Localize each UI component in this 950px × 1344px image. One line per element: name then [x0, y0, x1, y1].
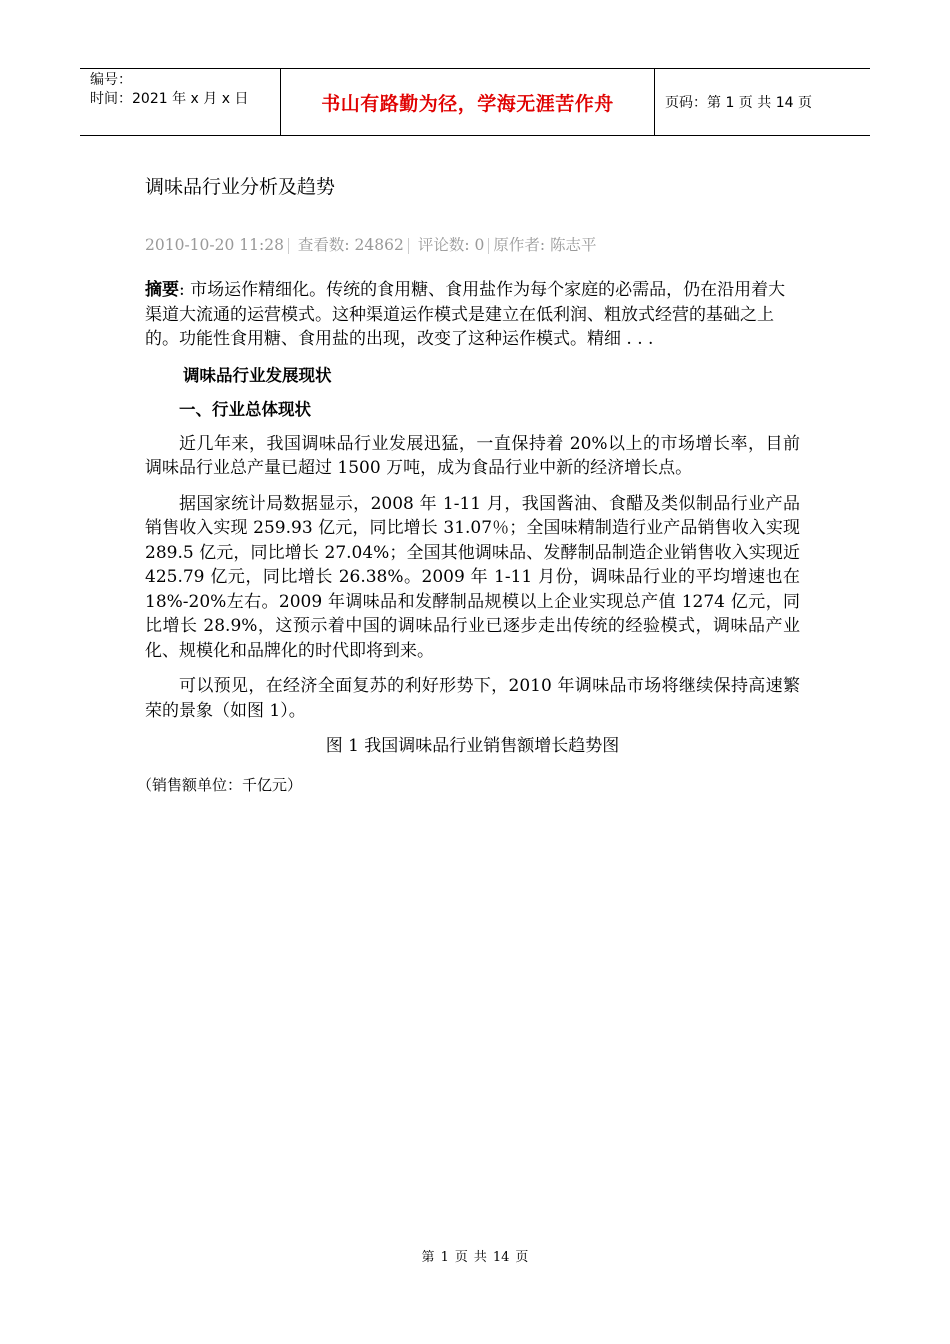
paragraph: 可以预见，在经济全面复苏的利好形势下，2010 年调味品市场将继续保持高速繁荣的景象（如图 1）。 — [145, 676, 800, 721]
figure-caption: 图 1 我国调味品行业销售额增长趋势图 — [325, 736, 620, 756]
time-label: 时间：2021 年 x 月 x 日 — [90, 91, 249, 107]
footer-text: 页 — [515, 1250, 529, 1265]
header-left-cell — [80, 69, 280, 135]
footer-page-number: 1 — [440, 1250, 449, 1265]
abstract — [145, 278, 800, 352]
code-label: 编号： — [90, 72, 132, 88]
article-body — [137, 278, 800, 797]
sub-heading: 一、行业总体现状 — [179, 400, 311, 419]
abstract-text: : 市场运作精细化。传统的食用糖、食用盐作为每个家庭的必需品，仍在沿用着大渠道大流通的运营模式。这种渠道运作模式是建立在低利润、粗放式经营的基础之上的。功能性食用糖、食用盐的出现，改变了这种运作模式。精细 . . . — [145, 280, 786, 349]
meta-separator — [288, 238, 289, 254]
meta-author: 原作者: 陈志平 — [493, 236, 597, 254]
unit-note: （销售额单位：千亿元） — [137, 775, 303, 794]
meta-datetime: 2010-10-20 11:28 — [145, 236, 284, 254]
meta-separator — [408, 238, 409, 254]
motto: 书山有路勤为径，学海无涯苦作舟 — [321, 92, 614, 115]
paragraph: 近几年来，我国调味品行业发展迅猛，一直保持着 20%以上的市场增长率，目前调味品行业总产量已超过 1500 万吨，成为食品行业中新的经济增长点。 — [145, 433, 800, 478]
meta-views: 查看数: 24862 — [297, 236, 404, 254]
meta-comments: 评论数: 0 — [417, 236, 485, 254]
abstract-label: 摘要 — [145, 280, 179, 300]
meta-separator — [488, 238, 489, 254]
article-title: 调味品行业分析及趋势 — [145, 176, 336, 198]
footer-total-pages: 14 — [492, 1250, 510, 1265]
section-heading: 调味品行业发展现状 — [183, 365, 332, 385]
footer-text: 第 — [421, 1250, 435, 1265]
paragraph: 据国家统计局数据显示，2008 年 1-11 月，我国酱油、食醋及类似制品行业产品销售收入实现 259.93 亿元，同比增长 31.07％；全国味精制造行业产品销售收入实现 289.5 亿元，同比增长 27.04%；全国其他调味品、发酵制品制造企业销售收入实现近 425.79 亿元，同比增长 26.38%。2009 年 1-11 月份，调味品行业的平均增速也在 18%-20%左右。2009 年调味品和发酵制品规模以上企业实现总产值 1274 亿元，同比增长 28.9%，这预示着中国的调味品行业已逐步走出传统的经验模式，调味品产业化、规模化和品牌化的时代即将到来。 — [145, 493, 800, 661]
footer-text: 共 — [473, 1250, 487, 1265]
footer-text: 页 — [454, 1250, 468, 1265]
article-meta — [145, 233, 596, 255]
page-label: 页码：第 1 页 共 14 页 — [665, 95, 812, 111]
header-motto-cell — [280, 69, 655, 135]
header-table — [80, 68, 870, 136]
header-page-cell — [655, 69, 870, 135]
page-footer — [0, 1246, 950, 1265]
